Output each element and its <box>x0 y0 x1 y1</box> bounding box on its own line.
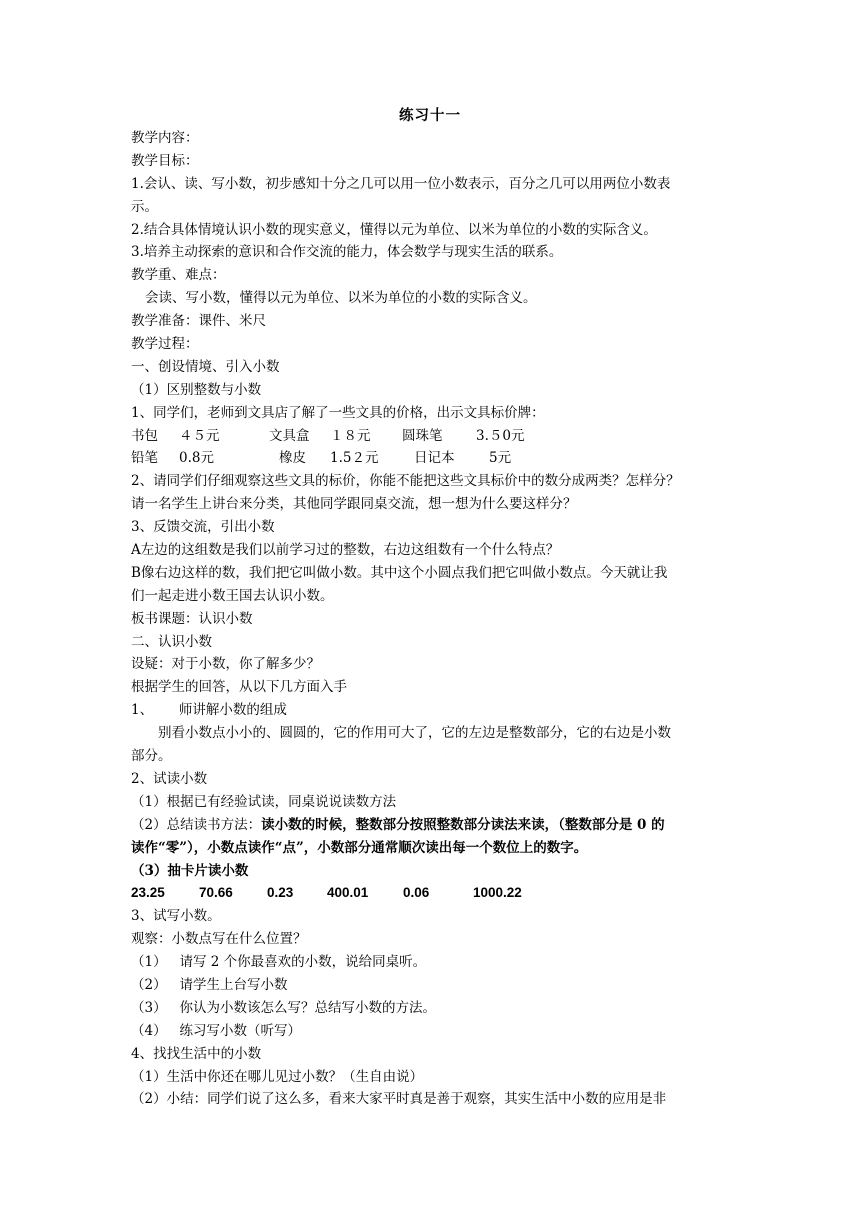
card-number: 0.23 <box>267 885 294 901</box>
price-value: ４５元 <box>179 427 220 444</box>
goal-2: 2.结合具体情境认识小数的现实意义，懂得以元为单位、以米为单位的小数的实际含义。 <box>131 221 657 238</box>
reading-rule-continued: 读作“零”），小数点读作“点”，小数部分通常顺次读出每一个数位上的数字。 <box>131 839 588 856</box>
card-number: 0.06 <box>403 885 430 901</box>
step-3-b-line-1: B像右边这样的数，我们把它叫做小数。其中这个小圆点我们把它叫做小数点。今天就让我 <box>131 564 668 581</box>
price-item: 橡皮 <box>279 450 306 467</box>
item-2-1: （1）根据已有经验试读，同桌说说读数方法 <box>131 793 397 810</box>
step-2-line-2: 请一名学生上讲台来分类，其他同学跟同桌交流，想一想为什么要这样分？ <box>131 496 577 513</box>
board-topic: 板书课题：认识小数 <box>131 610 253 627</box>
answer-intro: 根据学生的回答，从以下几方面入手 <box>131 679 347 696</box>
step-1-intro: 1、同学们，老师到文具店了解了一些文具的价格，出示文具标价牌： <box>131 404 545 421</box>
item-4: 4、找找生活中的小数 <box>131 1045 262 1062</box>
goal-3: 3.培养主动探索的意识和合作交流的能力，体会数学与现实生活的联系。 <box>131 244 563 261</box>
line-process: 教学过程： <box>131 336 199 353</box>
price-item: 铅笔 <box>131 450 158 467</box>
item-1-text-line-2: 部分。 <box>131 748 172 765</box>
step-3-a: A左边的这组数是我们以前学习过的整数，右边这组数有一个什么特点？ <box>131 542 560 559</box>
price-item: 圆珠笔 <box>402 427 443 444</box>
observe-line: 观察：小数点写在什么位置？ <box>131 931 307 948</box>
item-2-2 <box>131 814 736 837</box>
price-item: 日记本 <box>414 450 455 467</box>
item-3-4: （4） 练习写小数（听写） <box>131 1022 301 1039</box>
line-preparation: 教学准备：课件、米尺 <box>131 313 266 330</box>
item-3: 3、试写小数。 <box>131 908 221 925</box>
item-4-1: （1）生活中你还在哪儿见过小数？（生自由说） <box>131 1068 424 1085</box>
step-2-line-1: 2、请同学们仔细观察这些文具的标价，你能不能把这些文具标价中的数分成两类？怎样分？ <box>131 473 680 490</box>
step-3: 3、反馈交流，引出小数 <box>131 519 275 536</box>
line-key-points: 教学重、难点： <box>131 267 226 284</box>
line-teaching-goals: 教学目标： <box>131 152 199 169</box>
question-line: 设疑：对于小数，你了解多少？ <box>131 656 320 673</box>
goal-1-line-2: 示。 <box>131 198 158 215</box>
card-number: 400.01 <box>327 885 369 901</box>
item-1-text-line-1: 别看小数点小小的、圆圆的，它的作用可大了，它的左边是整数部分，它的右边是小数 <box>158 725 671 742</box>
price-row-2 <box>131 447 736 470</box>
price-value: 3.５0元 <box>476 427 525 444</box>
line-teaching-content: 教学内容： <box>131 130 199 146</box>
section-1-heading: 一、创设情境、引入小数 <box>131 358 280 375</box>
card-number: 23.25 <box>131 885 165 901</box>
item-1: 1、 师讲解小数的组成 <box>131 702 287 719</box>
item-2-3: （3）抽卡片读小数 <box>131 862 249 879</box>
item-2: 2、试读小数 <box>131 770 208 787</box>
item-3-1: （1） 请写 2 个你最喜欢的小数，说给同桌听。 <box>131 954 427 971</box>
goal-1-line-1: 1.会认、读、写小数，初步感知十分之几可以用一位小数表示，百分之几可以用两位小数表 <box>131 175 671 192</box>
document-title: 练习十一 <box>399 107 461 124</box>
price-row-1 <box>131 425 736 448</box>
price-value: １８元 <box>330 427 371 444</box>
card-number-row <box>131 882 736 905</box>
price-value: 1.5２元 <box>330 450 379 467</box>
reading-rule-bold: 读小数的时候，整数部分按照整数部分读法来读，（整数部分是 0 的 <box>261 816 665 833</box>
section-2-heading: 二、认识小数 <box>131 633 212 650</box>
step-3-b-line-2: 们一起走进小数王国去认识小数。 <box>131 587 334 604</box>
document-body <box>131 127 736 1111</box>
key-points-text: 会读、写小数，懂得以元为单位、以米为单位的小数的实际含义。 <box>145 290 537 307</box>
price-item: 书包 <box>131 427 158 444</box>
price-value: 0.8元 <box>179 450 214 467</box>
item-3-2: （2） 请学生上台写小数 <box>131 976 288 993</box>
item-4-2: （2）小结：同学们说了这么多，看来大家平时真是善于观察，其实生活中小数的应用是非 <box>131 1091 667 1108</box>
item-3-3: （3） 你认为小数该怎么写？总结写小数的方法。 <box>131 999 436 1016</box>
price-item: 文具盒 <box>269 427 310 444</box>
item-2-2-label: （2）总结读书方法： <box>131 816 262 833</box>
card-number: 1000.22 <box>473 885 522 901</box>
price-value: 5元 <box>489 450 512 467</box>
card-number: 70.66 <box>199 885 233 901</box>
step-1-1: （1）区别整数与小数 <box>131 381 262 398</box>
